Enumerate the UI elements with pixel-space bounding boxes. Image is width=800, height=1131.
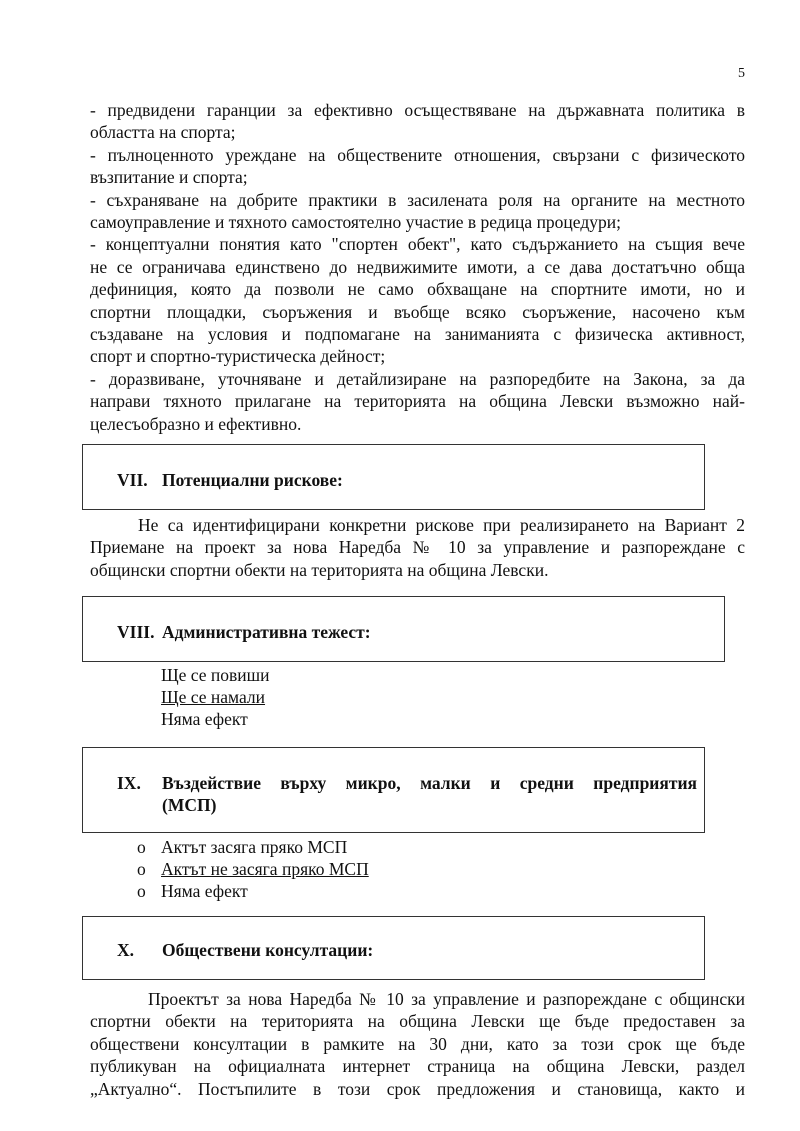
section-10-paragraph — [90, 988, 745, 1100]
section-7-paragraph — [90, 514, 745, 581]
section-9-heading-box — [82, 747, 705, 833]
option-item: Няма ефект — [161, 709, 248, 729]
section-7-heading-box — [82, 444, 705, 510]
section-9-options — [137, 836, 369, 902]
text-line: - пълноценното уреждане на обществените отношения, свързани с физическото — [90, 144, 745, 165]
section-7-number: VII. — [117, 470, 148, 490]
text-line: Проектът за нова Наредба № 10 за управление и разпореждане с общински — [148, 989, 745, 1009]
option-label: Няма ефект — [161, 881, 248, 901]
text-line: не се ограничава единствено до недвижимите имоти, а се дава достатъчно обща — [90, 256, 745, 277]
bullet-icon: o — [137, 837, 146, 857]
section-10-heading — [117, 939, 373, 961]
section-7-heading — [117, 469, 343, 491]
section-8-options — [161, 664, 270, 730]
text-line: самоуправление и тяхното самостоятелно участие в редица процедури; — [90, 212, 621, 233]
section-10-title: Обществени консултации: — [162, 940, 374, 960]
text-line: публикуван на официалната интернет страница на община Левски, раздел — [90, 1056, 745, 1077]
text-line: целесъобразно и ефективно. — [90, 413, 302, 434]
text-line: възпитание и спорта; — [90, 167, 248, 188]
section-10-number: X. — [117, 940, 135, 960]
text-line: спортни обекти на територията на община Левски ще бъде предоставен за — [90, 1011, 745, 1032]
text-line: Не са идентифицирани конкретни рискове при реализирането на Вариант 2 — [138, 515, 745, 535]
text-line: - доразвиване, уточняване и детайлизиране на разпоредбите на Закона, за да — [90, 368, 745, 389]
text-line: обществени консултации в рамките на 30 дни, като за този срок ще бъде — [90, 1033, 745, 1054]
text-line: дефиниция, която да позволи не само обхващане на спортните имоти, но и — [90, 279, 745, 300]
text-line: направи тяхното прилагане на територията на община Левски възможно най- — [90, 391, 745, 412]
section-9-title: Въздействие върху микро, малки и средни предприятия — [162, 773, 697, 793]
text-line: - концептуални понятия като "спортен обект", като съдържанието на същия вече — [90, 234, 745, 255]
text-line: спорт и спортно-туристическа дейност; — [90, 346, 386, 367]
section-7-title: Потенциални рискове: — [162, 470, 343, 490]
section-9-title-cont: (МСП) — [162, 795, 217, 815]
bullet-icon: o — [137, 859, 146, 879]
option-item-selected — [137, 858, 369, 880]
objectives-paragraph — [90, 99, 745, 435]
text-line: спортни площадки, съоръжения и въобще всяко съоръжение, насочено към — [90, 301, 745, 322]
text-line: „Актуално“. Постъпилите в този срок предложения и становища, както и — [90, 1078, 745, 1099]
text-line: - предвидени гаранции за ефективно осъществяване на държавната политика в — [90, 100, 745, 120]
option-item — [137, 880, 369, 902]
section-9-heading — [117, 772, 697, 816]
section-8-heading — [117, 621, 371, 643]
section-8-title: Административна тежест: — [162, 622, 371, 642]
bullet-icon: o — [137, 881, 146, 901]
text-line: Приемане на проект за нова Наредба № 10 за управление и разпореждане с — [90, 537, 745, 558]
option-item — [137, 836, 369, 858]
text-line: областта на спорта; — [90, 122, 236, 143]
section-8-heading-box — [82, 596, 725, 662]
option-item-selected: Ще се намали — [161, 687, 266, 707]
option-label: Актът засяга пряко МСП — [161, 837, 348, 857]
text-line: - съхраняване на добрите практики в засилената роля на органите на местното — [90, 189, 745, 210]
text-line: създаване на условия и подпомагане на заниманията с физическа активност, — [90, 324, 745, 345]
section-10-heading-box — [82, 916, 705, 980]
section-9-number: IX. — [117, 773, 141, 793]
text-line: общински спортни обекти на територията на община Левски. — [90, 559, 549, 580]
page-number: 5 — [738, 66, 745, 81]
section-8-number: VIII. — [117, 622, 155, 642]
option-label: Актът не засяга пряко МСП — [161, 859, 369, 879]
option-item: Ще се повиши — [161, 665, 270, 685]
